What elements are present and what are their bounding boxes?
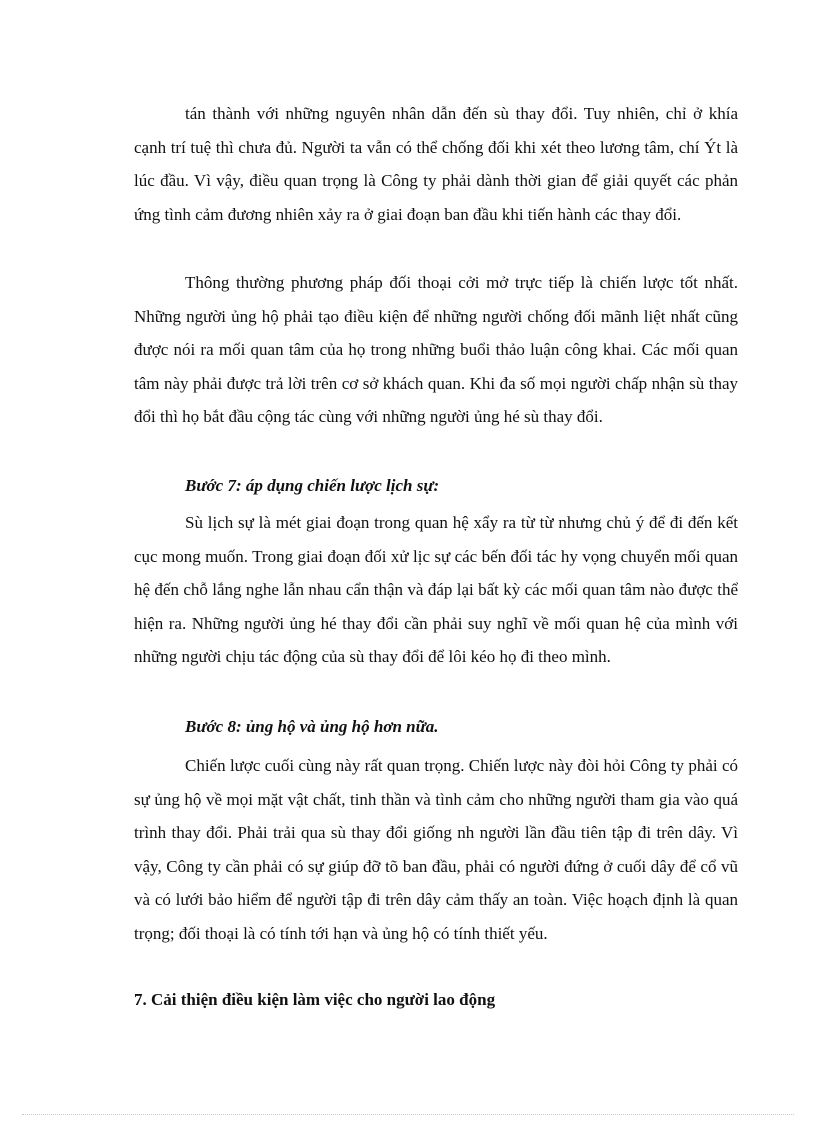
body-paragraph: Thông thường phương pháp đối thoại cởi mở trực tiếp là chiến lược tốt nhất. Những người ủng hộ phải tạo điều kiện để những người chống đối mãnh liệt nhất cũng được nói ra mối quan tâm của họ trong những buổi thảo luận công khai. Các mối quan tâm này phải được trả lời trên cơ sở khách quan. Khi đa số mọi người chấp nhận sù thay đổi thì họ bắt đầu cộng tác cùng với những người ủng hé sù thay đổi. — [134, 273, 738, 426]
body-paragraph: Chiến lược cuối cùng này rất quan trọng. Chiến lược này đòi hỏi Công ty phải có sự ủng hộ về mọi mặt vật chất, tinh thần và tình cảm cho những người tham gia vào quá trình thay đổi. Phải trải qua sù thay đổi giống nh người lần đầu tiên tập đi trên dây. Vì vậy, Công ty cần phải có sự giúp đỡ tõ ban đầu, phải có người đứng ở cuối dây để cổ vũ và có lưới bảo hiểm để người tập đi trên dây cảm thấy an toàn. Việc hoạch định là quan trọng; đối thoại là có tính tới hạn và ủng hộ có tính thiết yếu. — [134, 756, 738, 943]
step-8-heading: Bước 8: ủng hộ và ủng hộ hơn nữa. — [185, 717, 439, 736]
page-bottom-divider — [22, 1114, 794, 1115]
section-heading: 7. Cải thiện điều kiện làm việc cho người lao động — [134, 990, 496, 1009]
body-paragraph: Sù lịch sự là mét giai đoạn trong quan hệ xẩy ra từ từ nhưng chủ ý để đi đến kết cục mong muốn. Trong giai đoạn đối xử lịc sự các bến đối tác hy vọng chuyển mối quan hệ đến chỗ lắng nghe lẫn nhau cẩn thận và đáp lại bất kỳ các mối quan tâm nào được thể hiện ra. Những người ủng hé thay đổi cần phải suy nghĩ về mối quan hệ của mình với những người chịu tác động của sù thay đổi để lôi kéo họ đi theo mình. — [134, 513, 738, 666]
step-7-heading: Bước 7: áp dụng chiến lược lịch sự: — [185, 476, 440, 495]
body-paragraph: tán thành với những nguyên nhân dẫn đến sù thay đổi. Tuy nhiên, chỉ ở khía cạnh trí tuệ thì chưa đủ. Người ta vẫn có thể chống đối khi xét theo lương tâm, chí Ýt là lúc đầu. Vì vậy, điều quan trọng là Công ty phải dành thời gian để giải quyết các phản ứng tình cảm đương nhiên xảy ra ở giai đoạn ban đầu khi tiến hành các thay đổi. — [134, 104, 738, 224]
